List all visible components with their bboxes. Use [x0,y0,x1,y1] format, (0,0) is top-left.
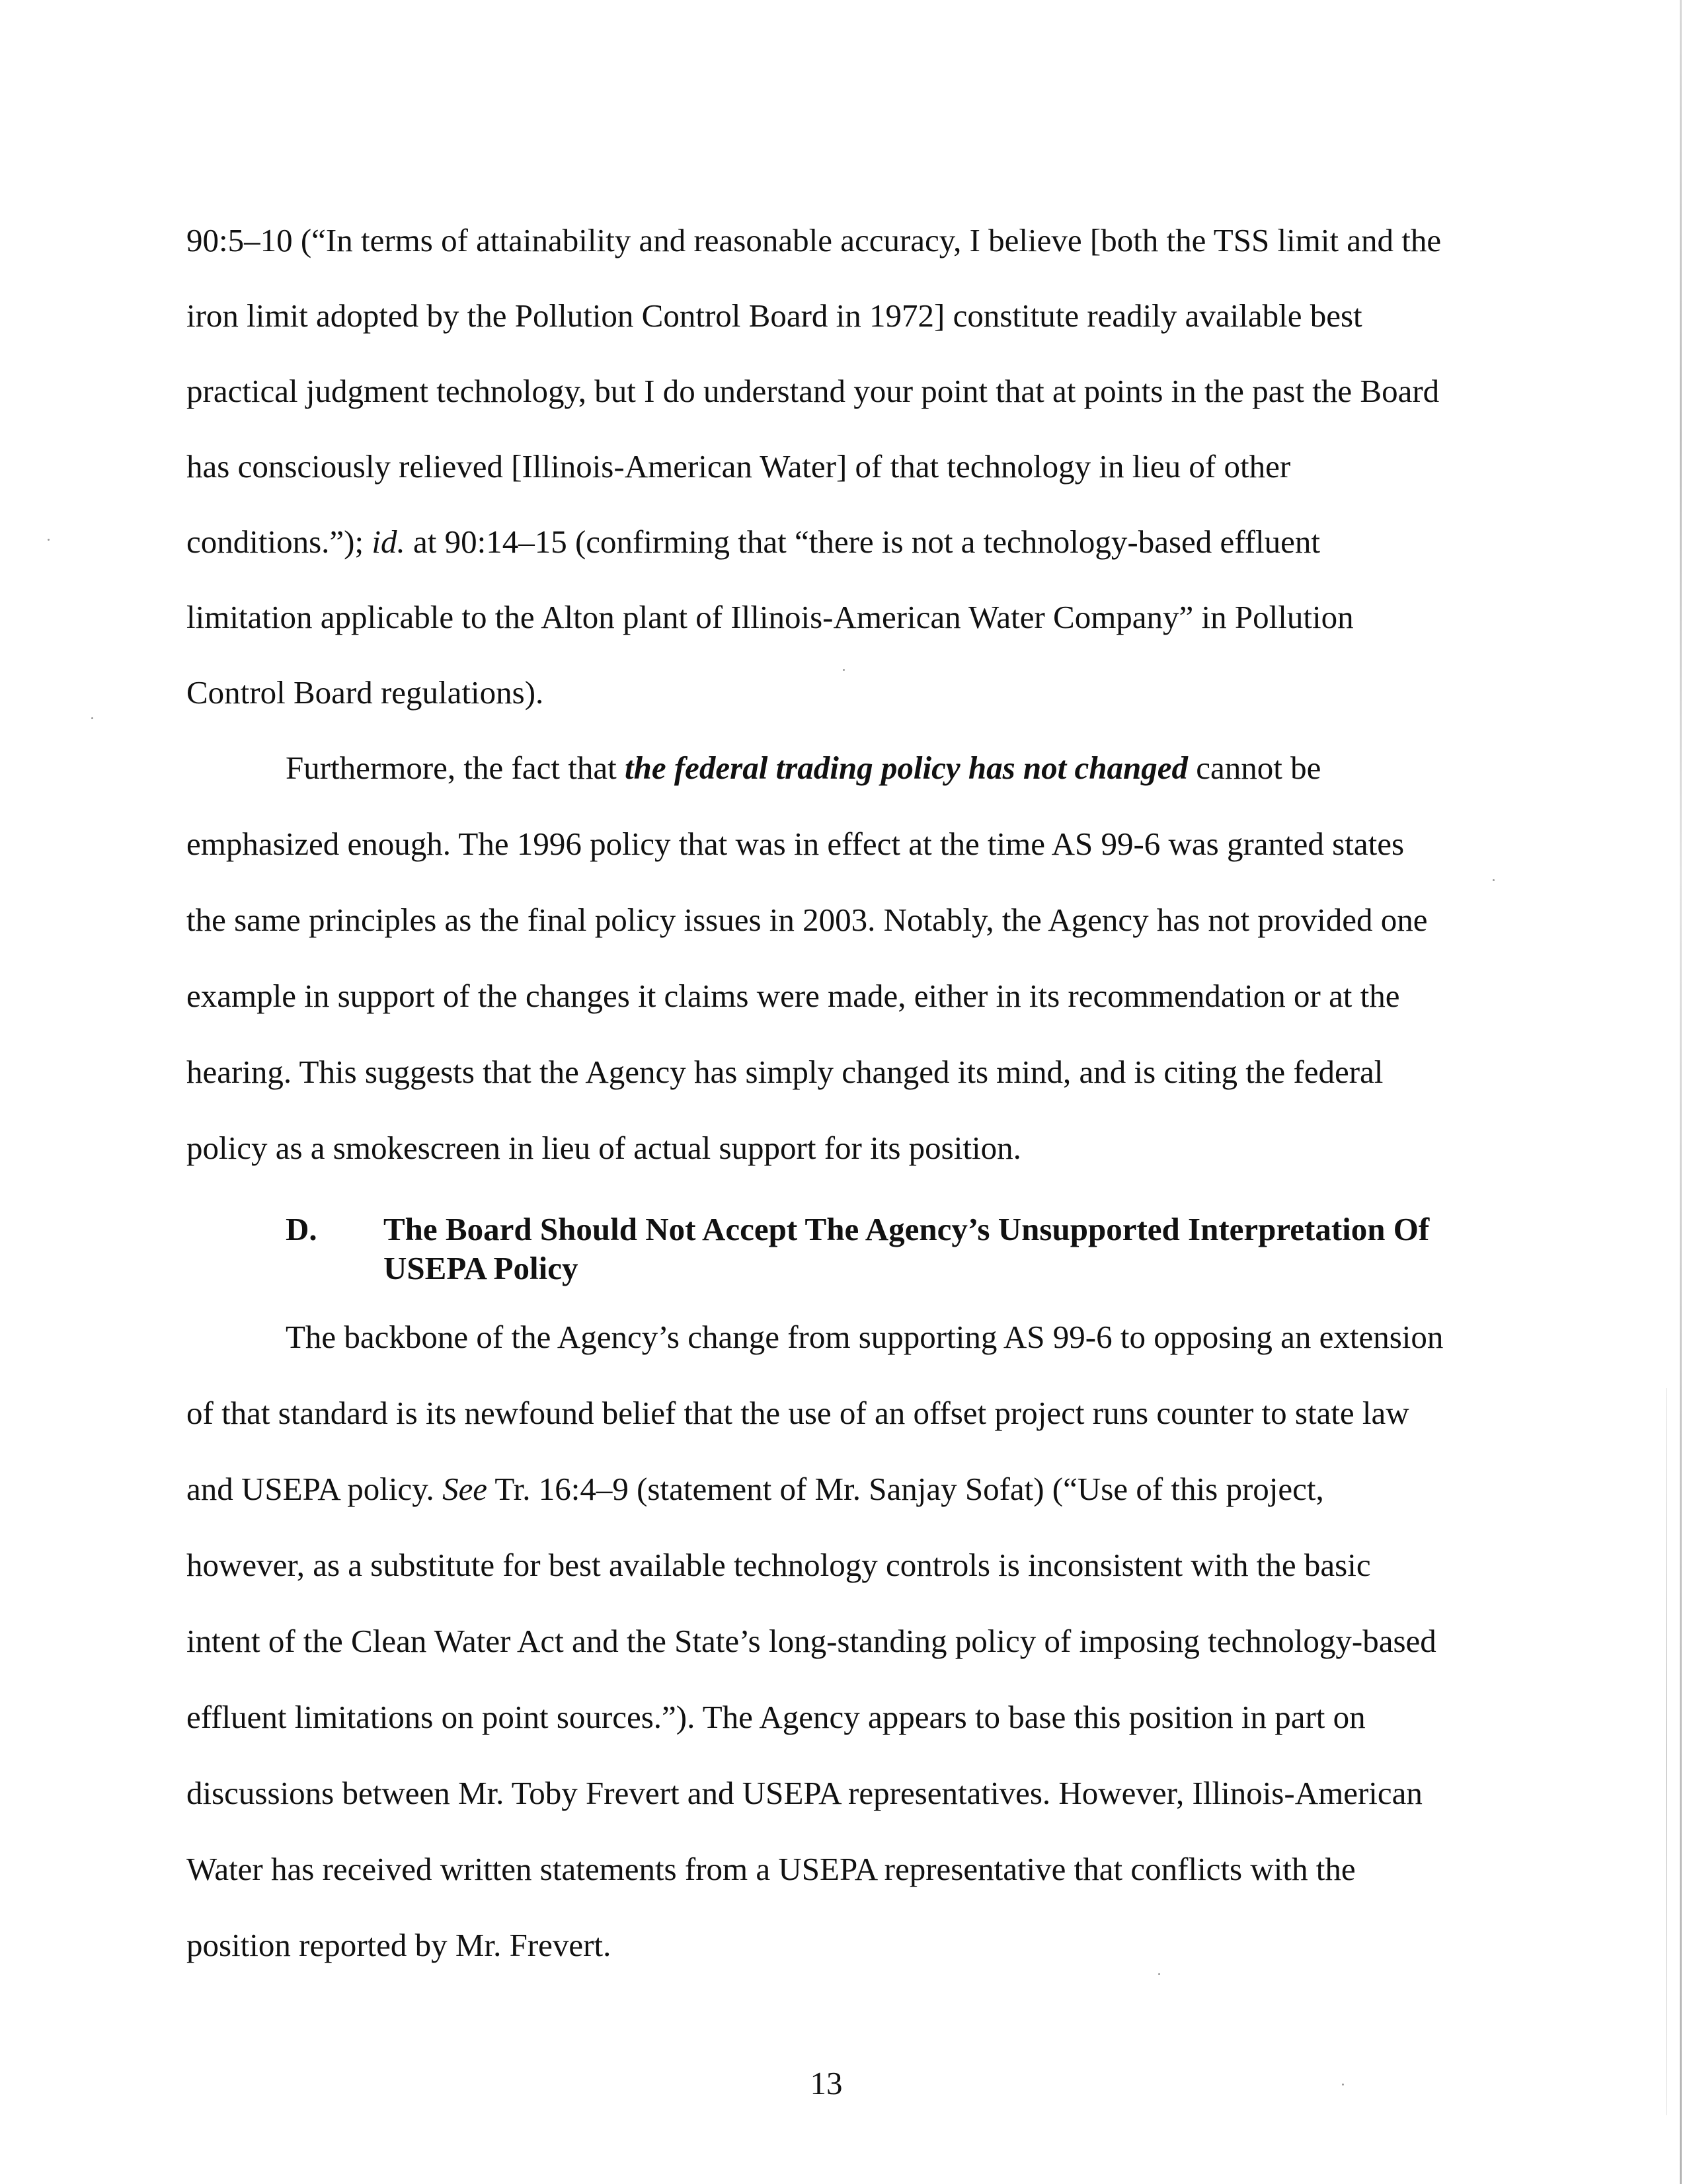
line-text: Tr. 16:4–9 (statement of Mr. Sanjay Sofat) (“Use of this project, [487,1471,1324,1507]
paragraph-3-line-9: position reported by Mr. Frevert. [186,1927,611,1963]
line-text: conditions.”); [186,524,372,560]
scan-edge-shadow-inner [1666,1388,1667,2115]
citation-id: id. [372,524,405,560]
paragraph-1-line-2: iron limit adopted by the Pollution Control Board in 1972] constitute readily available best [186,297,1362,334]
paragraph-1-line-7: Control Board regulations). [186,674,544,711]
paragraph-3-line-7: discussions between Mr. Toby Frevert and USEPA representatives. However, Illinois-American [186,1775,1423,1811]
paragraph-2-line-5: hearing. This suggests that the Agency has simply changed its mind, and is citing the federal [186,1054,1384,1090]
line-text: at 90:14–15 (confirming that “there is not a technology-based effluent [405,524,1321,560]
scan-speck [1493,879,1495,881]
paragraph-1-line-5 [186,522,1320,562]
paragraph-2-line-4: example in support of the changes it claims were made, either in its recommendation or at the [186,978,1400,1014]
paragraph-3-line-5: intent of the Clean Water Act and the State’s long-standing policy of imposing technology-based [186,1623,1436,1659]
paragraph-3-line-2: of that standard is its newfound belief that the use of an offset project runs counter to state law [186,1395,1409,1431]
scan-speck [843,669,845,671]
section-heading-line-1: The Board Should Not Accept The Agency’s Unsupported Interpretation Of [383,1211,1430,1247]
line-text: Furthermore, the fact that [286,750,625,786]
paragraph-3-line-6: effluent limitations on point sources.”). The Agency appears to base this position in part on [186,1699,1366,1735]
paragraph-2-line-6: policy as a smokescreen in lieu of actual support for its position. [186,1130,1021,1166]
paragraph-2-line-1 [286,748,1321,788]
paragraph-2-line-3: the same principles as the final policy issues in 2003. Notably, the Agency has not provided one [186,902,1428,938]
emphasis-text: the federal trading policy has not changed [624,750,1189,786]
citation-see: See [442,1471,488,1507]
paragraph-3-line-4: however, as a substitute for best available technology controls is inconsistent with the basic [186,1547,1371,1583]
paragraph-3-line-8: Water has received written statements from a USEPA representative that conflicts with the [186,1851,1356,1887]
paragraph-1-line-3: practical judgment technology, but I do understand your point that at points in the past the Board [186,373,1440,409]
paragraph-1-line-4: has consciously relieved [Illinois-American Water] of that technology in lieu of other [186,448,1291,485]
scan-edge-shadow [1680,0,1682,2184]
scan-speck [48,539,50,541]
line-text: and USEPA policy. [186,1471,443,1507]
paragraph-3-line-3 [186,1469,1324,1509]
paragraph-3-line-1: The backbone of the Agency’s change from supporting AS 99-6 to opposing an extension [286,1319,1444,1355]
section-heading-line-2: USEPA Policy [383,1250,578,1286]
page-number: 13 [810,2065,843,2101]
paragraph-1-line-1: 90:5–10 (“In terms of attainability and reasonable accuracy, I believe [both the TSS limit and the [186,222,1442,258]
scan-speck [91,717,93,719]
line-text: cannot be [1188,750,1321,786]
paragraph-2-line-2: emphasized enough. The 1996 policy that was in effect at the time AS 99-6 was granted states [186,826,1405,862]
paragraph-1-line-6: limitation applicable to the Alton plant of Illinois-American Water Company” in Pollution [186,599,1354,635]
section-heading-letter: D. [286,1211,317,1247]
scan-speck [1158,1973,1160,1975]
